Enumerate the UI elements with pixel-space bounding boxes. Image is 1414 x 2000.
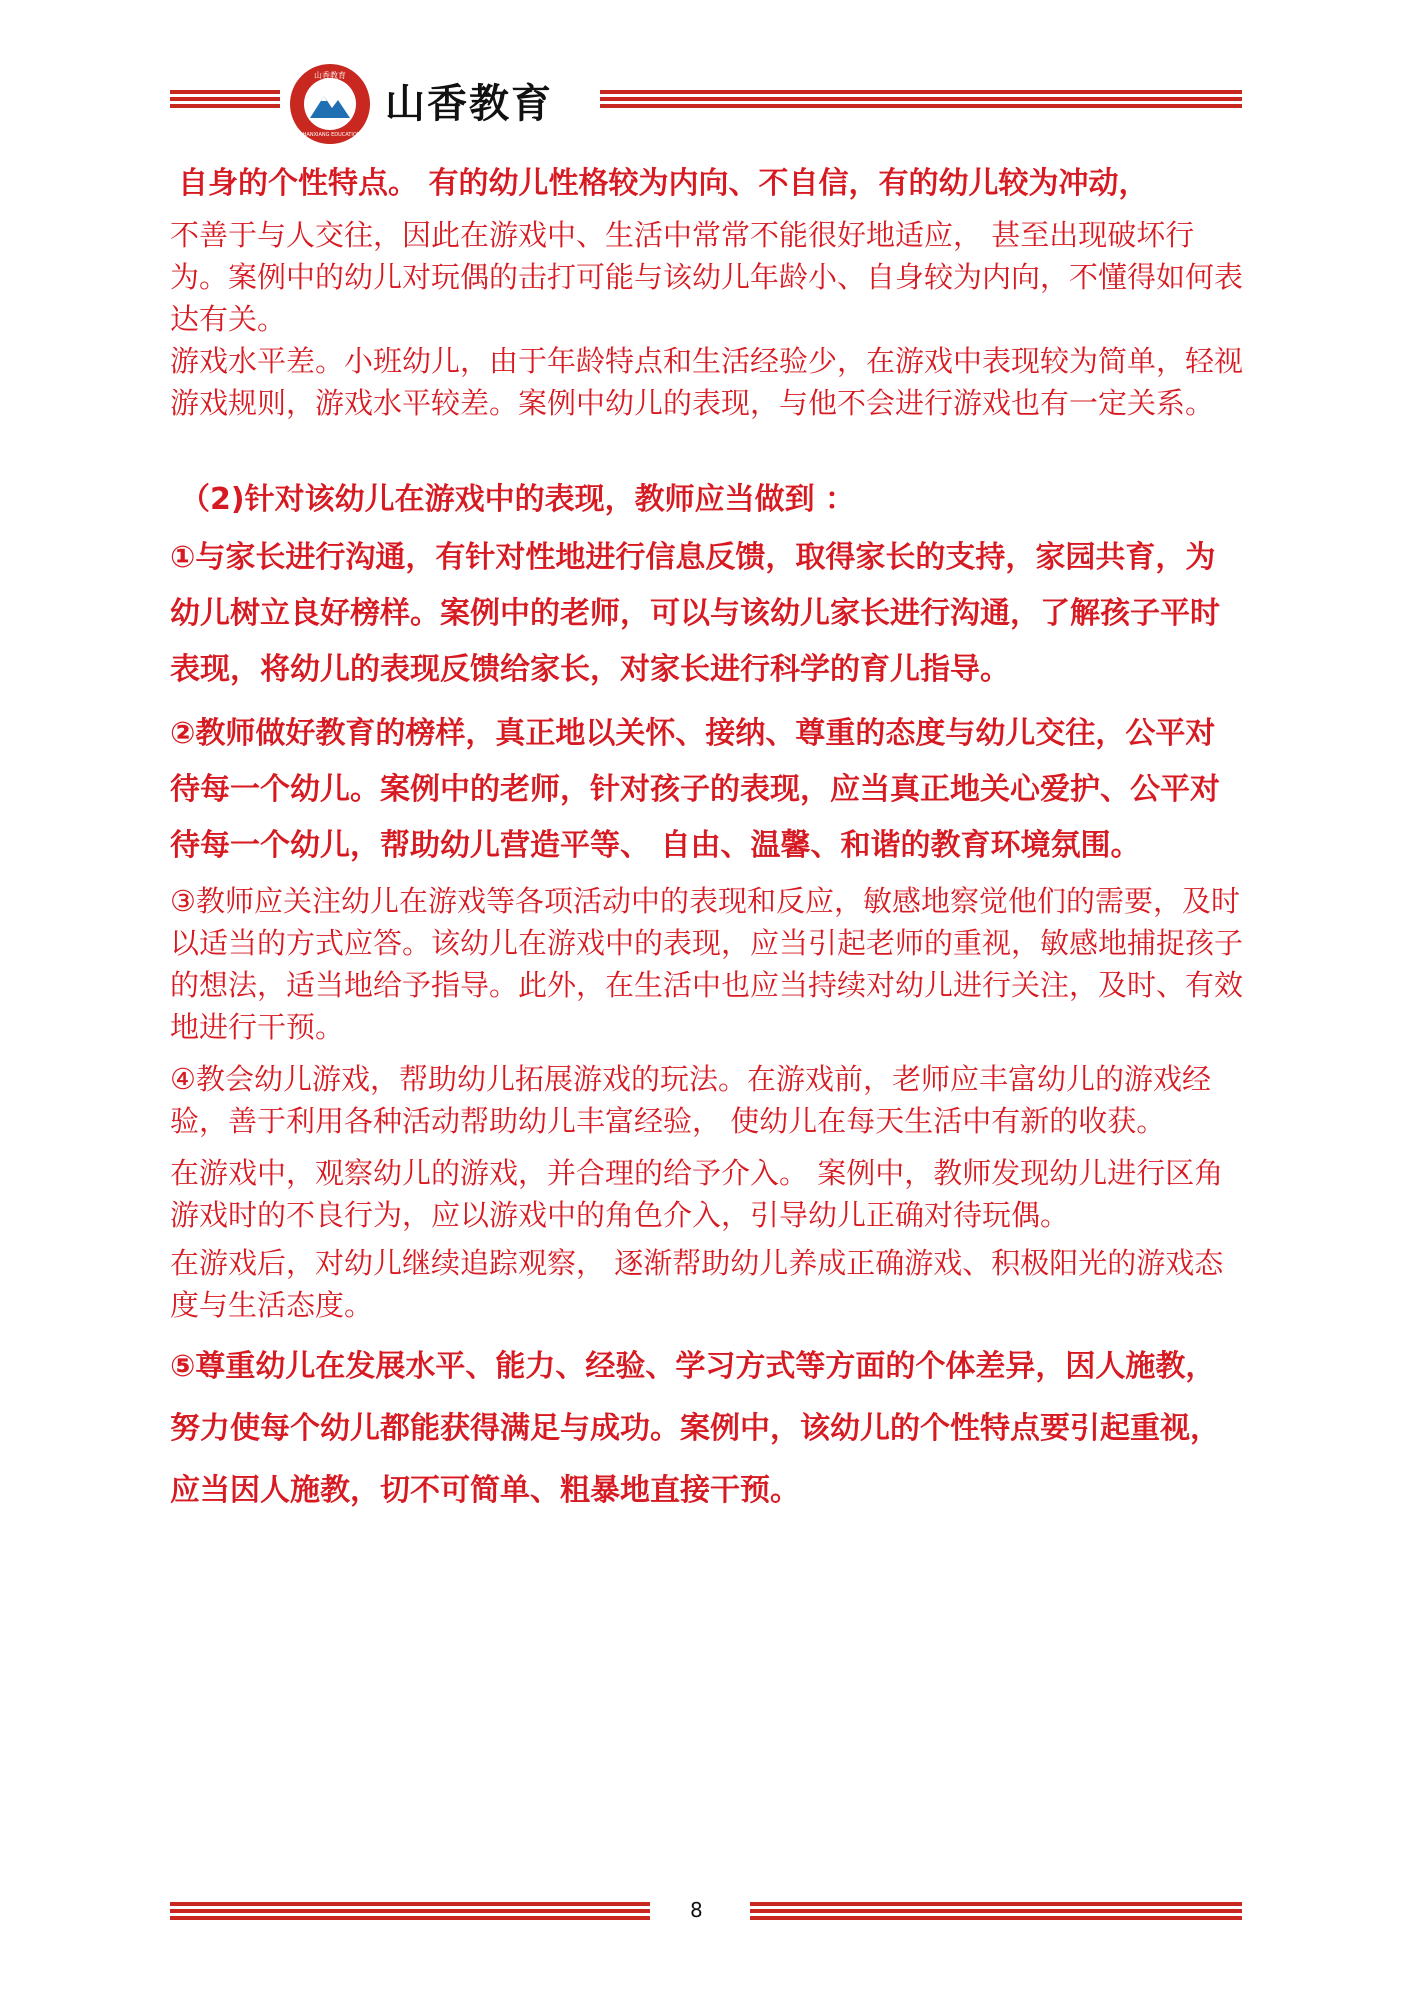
footer-stripes-left (170, 1902, 650, 1924)
shanxiang-logo-icon (288, 62, 372, 146)
logo-text: 山香教育 (314, 71, 346, 80)
paragraph-item-4: ④教会幼儿游戏，帮助幼儿拓展游戏的玩法。在游戏前，老师应丰富幼儿的游戏经验，善于利用各种活动帮助幼儿丰富经验， 使幼儿在每天生活中有新的收获。 (170, 1062, 1211, 1138)
document-body (170, 160, 1245, 1522)
page-footer (0, 1890, 1414, 1950)
paragraph-2: 不善于与人交往，因此在游戏中、生活中常常不能很好地适应， 甚至出现破坏行为。案例中的幼儿对玩偶的击打可能与该幼儿年龄小、自身较为内向，不懂得如何表达有关。 (170, 218, 1244, 336)
footer-stripes-right (750, 1902, 1242, 1924)
paragraph-item-5: ⑤尊重幼儿在发展水平、能力、经验、学习方式等方面的个体差异，因人施教，努力使每个幼儿都能获得满足与成功。案例中，该幼儿的个性特点要引起重视，应当因人施教，切不可简单、粗暴地直接干预。 (170, 1349, 1220, 1508)
paragraph-item-2: ②教师做好教育的榜样，真正地以关怀、接纳、尊重的态度与幼儿交往，公平对待每一个幼儿。案例中的老师，针对孩子的表现，应当真正地关心爱护、公平对待每一个幼儿，帮助幼儿营造平等、 自由、温馨、和谐的教育环境氛围。 (170, 716, 1220, 863)
header-stripes-right (600, 90, 1242, 112)
header-stripes-left (170, 90, 280, 112)
paragraph-1: 自身的个性特点。 有的幼儿性格较为内向、不自信，有的幼儿较为冲动， (178, 166, 1149, 201)
paragraph-after-game: 在游戏后，对幼儿继续追踪观察， 逐渐帮助幼儿养成正确游戏、积极阳光的游戏态度与生活态度。 (170, 1246, 1224, 1322)
section-heading-2: （2)针对该幼儿在游戏中的表现，教师应当做到 ： (180, 482, 856, 517)
paragraph-3: 游戏水平差。小班幼儿，由于年龄特点和生活经验少，在游戏中表现较为简单，轻视游戏规则，游戏水平较差。案例中幼儿的表现，与他不会进行游戏也有一定关系。 (170, 344, 1244, 420)
page-number: 8 (690, 1898, 703, 1922)
paragraph-item-3: ③教师应关注幼儿在游戏等各项活动中的表现和反应，敏感地察觉他们的需要，及时以适当的方式应答。该幼儿在游戏中的表现，应当引起老师的重视，敏感地捕捉孩子的想法，适当地给予指导。此外，在生活中也应当持续对幼儿进行关注，及时、有效地进行干预。 (170, 884, 1244, 1044)
paragraph-during-game: 在游戏中，观察幼儿的游戏，并合理的给予介入。 案例中，教师发现幼儿进行区角游戏时的不良行为，应以游戏中的角色介入，引导幼儿正确对待玩偶。 (170, 1156, 1224, 1232)
page-header (0, 0, 1414, 150)
paragraph-item-1: ①与家长进行沟通，有针对性地进行信息反馈，取得家长的支持，家园共育，为幼儿树立良好榜样。案例中的老师，可以与该幼儿家长进行沟通，了解孩子平时表现，将幼儿的表现反馈给家长，对家长进行科学的育儿指导。 (170, 540, 1220, 687)
brand-name: 山香教育 (385, 80, 553, 127)
logo-subtext: SHANXIANG EDUCATION (299, 132, 361, 138)
